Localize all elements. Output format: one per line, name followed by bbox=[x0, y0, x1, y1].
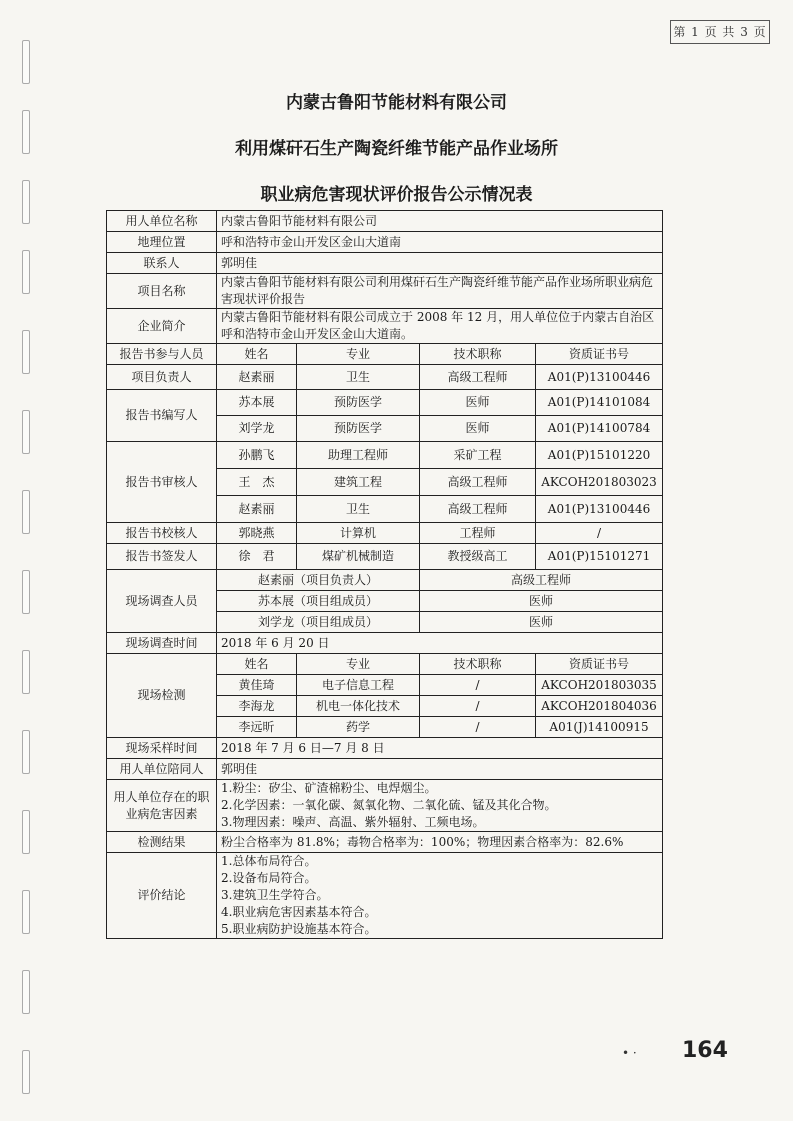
location-value: 呼和浩特市金山开发区金山大道南 bbox=[217, 232, 663, 253]
cell-title: 高级工程师 bbox=[420, 469, 536, 496]
header-major: 专业 bbox=[297, 654, 420, 675]
page-number: 164 bbox=[682, 1038, 728, 1063]
binding-hole bbox=[22, 650, 30, 694]
project-label: 项目名称 bbox=[107, 274, 217, 309]
cell-major: 卫生 bbox=[297, 496, 420, 523]
table-row bbox=[107, 654, 663, 675]
header-cert: 资质证书号 bbox=[536, 654, 663, 675]
table-row bbox=[107, 274, 663, 309]
survey-time-label: 现场调查时间 bbox=[107, 633, 217, 654]
survey-title: 医师 bbox=[420, 612, 663, 633]
cell-name: 王 杰 bbox=[217, 469, 297, 496]
cell-title: 医师 bbox=[420, 390, 536, 416]
pen-marks: • · bbox=[622, 1046, 637, 1060]
cell-name: 刘学龙 bbox=[217, 416, 297, 442]
cell-title: 医师 bbox=[420, 416, 536, 442]
cell-name: 孙鹏飞 bbox=[217, 442, 297, 469]
binding-hole bbox=[22, 40, 30, 84]
location-label: 地理位置 bbox=[107, 232, 217, 253]
binding-hole bbox=[22, 810, 30, 854]
cell-major: 机电一体化技术 bbox=[297, 696, 420, 717]
cell-major: 煤矿机械制造 bbox=[297, 544, 420, 570]
cell-major: 助理工程师 bbox=[297, 442, 420, 469]
cell-cert: A01(P)15101220 bbox=[536, 442, 663, 469]
checker-label: 报告书校核人 bbox=[107, 523, 217, 544]
hazard-item: 3.物理因素：噪声、高温、紫外辐射、工频电场。 bbox=[221, 815, 485, 829]
cell-name: 苏本展 bbox=[217, 390, 297, 416]
cell-cert: A01(P)14100784 bbox=[536, 416, 663, 442]
cell-cert: A01(P)13100446 bbox=[536, 496, 663, 523]
cell-title: 采矿工程 bbox=[420, 442, 536, 469]
cell-major: 预防医学 bbox=[297, 416, 420, 442]
employer-label: 用人单位名称 bbox=[107, 211, 217, 232]
conclusion-item: 3.建筑卫生学符合。 bbox=[221, 888, 329, 902]
header-major: 专业 bbox=[297, 344, 420, 365]
table-row bbox=[107, 523, 663, 544]
cell-name: 郭晓燕 bbox=[217, 523, 297, 544]
table-row bbox=[107, 442, 663, 469]
cell-major: 预防医学 bbox=[297, 390, 420, 416]
staff-section-label: 报告书参与人员 bbox=[107, 344, 217, 365]
table-row bbox=[107, 253, 663, 274]
cell-name: 徐 君 bbox=[217, 544, 297, 570]
cell-major: 卫生 bbox=[297, 365, 420, 390]
cell-title: / bbox=[420, 696, 536, 717]
conclusion-label: 评价结论 bbox=[107, 853, 217, 939]
cell-major: 药学 bbox=[297, 717, 420, 738]
intro-label: 企业简介 bbox=[107, 309, 217, 344]
cell-name: 李远昕 bbox=[217, 717, 297, 738]
header-name: 姓名 bbox=[217, 654, 297, 675]
table-row bbox=[107, 853, 663, 939]
binding-hole bbox=[22, 490, 30, 534]
escort-value: 郭明佳 bbox=[217, 759, 663, 780]
survey-title: 高级工程师 bbox=[420, 570, 663, 591]
table-row bbox=[107, 738, 663, 759]
contact-label: 联系人 bbox=[107, 253, 217, 274]
company-title: 内蒙古鲁阳节能材料有限公司 bbox=[286, 93, 507, 113]
hazards-list bbox=[217, 780, 663, 832]
conclusion-item: 1.总体布局符合。 bbox=[221, 854, 317, 868]
cell-title: 教授级高工 bbox=[420, 544, 536, 570]
conclusion-list bbox=[217, 853, 663, 939]
table-row bbox=[107, 570, 663, 591]
table-row bbox=[107, 390, 663, 416]
contact-value: 郭明佳 bbox=[217, 253, 663, 274]
conclusion-item: 5.职业病防护设施基本符合。 bbox=[221, 922, 377, 936]
cell-name: 李海龙 bbox=[217, 696, 297, 717]
reviewers-label: 报告书审核人 bbox=[107, 442, 217, 523]
table-row bbox=[107, 780, 663, 832]
cell-cert: AKCOH201804036 bbox=[536, 696, 663, 717]
survey-label: 现场调查人员 bbox=[107, 570, 217, 633]
report-title: 职业病危害现状评价报告公示情况表 bbox=[260, 185, 533, 205]
issuer-label: 报告书签发人 bbox=[107, 544, 217, 570]
cell-cert: AKCOH201803023 bbox=[536, 469, 663, 496]
binding-hole bbox=[22, 730, 30, 774]
writers-label: 报告书编写人 bbox=[107, 390, 217, 442]
cell-cert: / bbox=[536, 523, 663, 544]
cell-cert: A01(J)14100915 bbox=[536, 717, 663, 738]
header-title: 技术职称 bbox=[420, 654, 536, 675]
cell-major: 计算机 bbox=[297, 523, 420, 544]
intro-value: 内蒙古鲁阳节能材料有限公司成立于 2008 年 12 月，用人单位位于内蒙古自治区呼和浩特市金山开发区金山大道南。 bbox=[217, 309, 663, 344]
employer-value: 内蒙古鲁阳节能材料有限公司 bbox=[217, 211, 663, 232]
binding-hole bbox=[22, 970, 30, 1014]
cell-cert: A01(P)14101084 bbox=[536, 390, 663, 416]
table-row bbox=[107, 759, 663, 780]
cell-major: 建筑工程 bbox=[297, 469, 420, 496]
disclosure-table bbox=[106, 210, 663, 939]
binding-hole bbox=[22, 570, 30, 614]
cell-title: 高级工程师 bbox=[420, 365, 536, 390]
cell-name: 赵素丽 bbox=[217, 365, 297, 390]
header-cert: 资质证书号 bbox=[536, 344, 663, 365]
survey-person: 苏本展（项目组成员） bbox=[217, 591, 420, 612]
escort-label: 用人单位陪同人 bbox=[107, 759, 217, 780]
table-row bbox=[107, 365, 663, 390]
hazard-item: 1.粉尘：矽尘、矿渣棉粉尘、电焊烟尘。 bbox=[221, 781, 437, 795]
results-label: 检测结果 bbox=[107, 832, 217, 853]
cell-cert: A01(P)13100446 bbox=[536, 365, 663, 390]
table-row bbox=[107, 544, 663, 570]
leader-label: 项目负责人 bbox=[107, 365, 217, 390]
cell-title: 工程师 bbox=[420, 523, 536, 544]
cell-title: 高级工程师 bbox=[420, 496, 536, 523]
binding-holes bbox=[8, 0, 38, 1121]
project-value: 内蒙古鲁阳节能材料有限公司利用煤矸石生产陶瓷纤维节能产品作业场所职业病危害现状评价报告 bbox=[217, 274, 663, 309]
header-title: 技术职称 bbox=[420, 344, 536, 365]
cell-title: / bbox=[420, 717, 536, 738]
table-row bbox=[107, 309, 663, 344]
table-row bbox=[107, 633, 663, 654]
project-title: 利用煤矸石生产陶瓷纤维节能产品作业场所 bbox=[235, 139, 558, 159]
binding-hole bbox=[22, 1050, 30, 1094]
conclusion-item: 2.设备布局符合。 bbox=[221, 871, 317, 885]
conclusion-item: 4.职业病危害因素基本符合。 bbox=[221, 905, 377, 919]
detection-label: 现场检测 bbox=[107, 654, 217, 738]
table-row bbox=[107, 211, 663, 232]
cell-title: / bbox=[420, 675, 536, 696]
survey-person: 赵素丽（项目负责人） bbox=[217, 570, 420, 591]
table-row bbox=[107, 232, 663, 253]
hazards-label: 用人单位存在的职业病危害因素 bbox=[107, 780, 217, 832]
survey-person: 刘学龙（项目组成员） bbox=[217, 612, 420, 633]
page-count-stamp: 第 1 页 共 3 页 bbox=[670, 20, 770, 44]
table-row bbox=[107, 832, 663, 853]
binding-hole bbox=[22, 890, 30, 934]
cell-name: 赵素丽 bbox=[217, 496, 297, 523]
survey-time-value: 2018 年 6 月 20 日 bbox=[217, 633, 663, 654]
cell-name: 黄佳琦 bbox=[217, 675, 297, 696]
survey-title: 医师 bbox=[420, 591, 663, 612]
table-row bbox=[107, 344, 663, 365]
sampling-value: 2018 年 7 月 6 日—7 月 8 日 bbox=[217, 738, 663, 759]
hazard-item: 2.化学因素：一氧化碳、氮氧化物、二氧化硫、锰及其化合物。 bbox=[221, 798, 557, 812]
binding-hole bbox=[22, 250, 30, 294]
sampling-label: 现场采样时间 bbox=[107, 738, 217, 759]
cell-major: 电子信息工程 bbox=[297, 675, 420, 696]
header-name: 姓名 bbox=[217, 344, 297, 365]
cell-cert: A01(P)15101271 bbox=[536, 544, 663, 570]
binding-hole bbox=[22, 410, 30, 454]
results-value: 粉尘合格率为 81.8%；毒物合格率为：100%；物理因素合格率为：82.6% bbox=[217, 832, 663, 853]
binding-hole bbox=[22, 330, 30, 374]
cell-cert: AKCOH201803035 bbox=[536, 675, 663, 696]
